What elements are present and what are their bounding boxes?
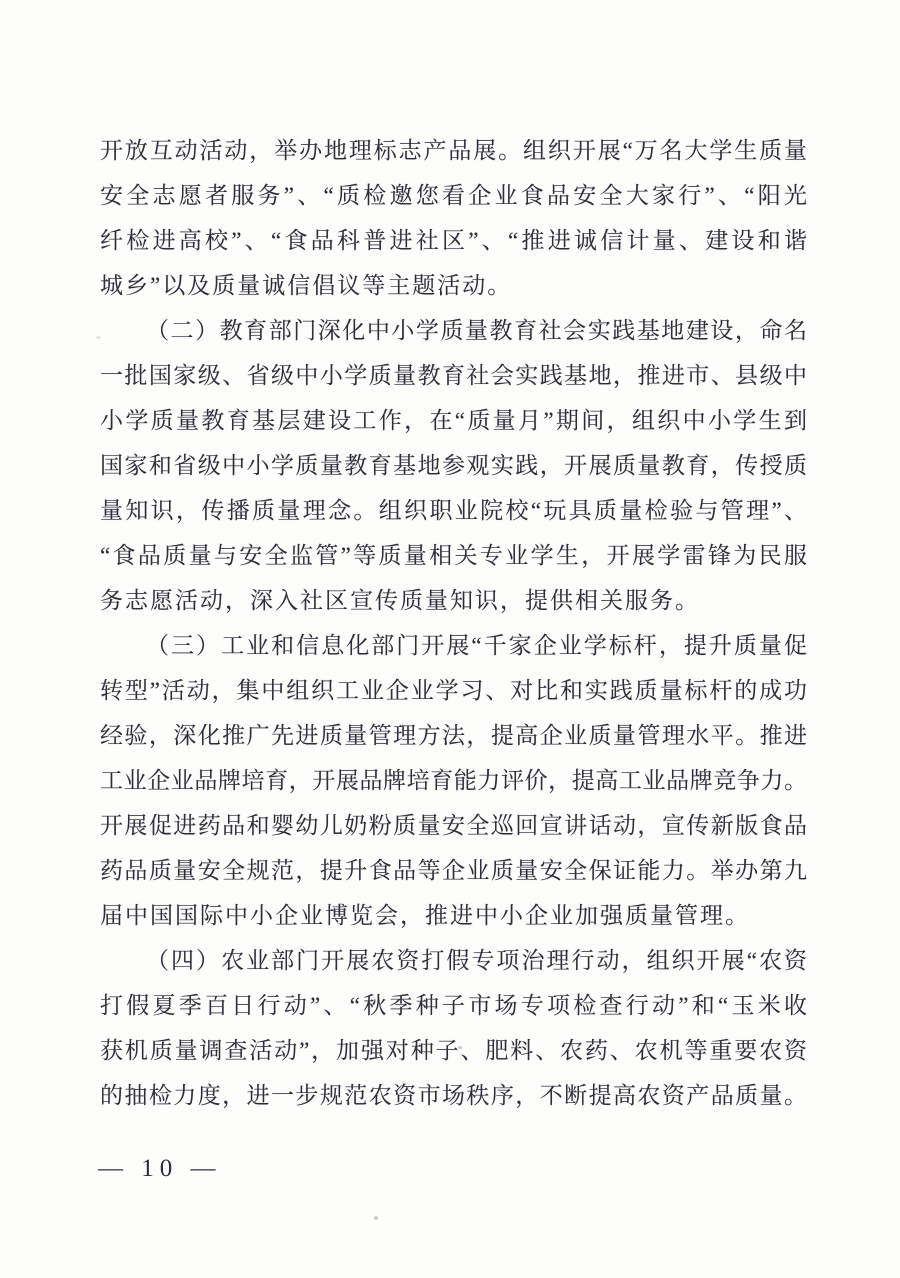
text-line: 国家和省级中小学质量教育基地参观实践，开展质量教育，传授质	[100, 453, 807, 478]
page-number-footer: — 10 —	[98, 1155, 222, 1182]
text-line: “食品质量与安全监管”等质量相关专业学生，开展学雷锋为民服	[100, 543, 807, 568]
text-line: 药品质量安全规范，提升食品等企业质量安全保证能力。举办第九	[100, 858, 807, 883]
text-line: 获机质量调查活动”，加强对种子、肥料、农药、农机等重要农资	[100, 1038, 807, 1063]
text-line: 届中国国际中小企业博览会，推进中小企业加强质量管理。	[100, 903, 750, 928]
text-line: 的抽检力度，进一步规范农资市场秩序，不断提高农资产品质量。	[100, 1083, 807, 1108]
text-line: 经验，深化推广先进质量管理方法，提高企业质量管理水平。推进	[100, 723, 807, 748]
scan-speck	[458, 1046, 462, 1049]
text-line: 城乡”以及质量诚信倡议等主题活动。	[100, 273, 513, 298]
scan-speck	[96, 336, 101, 339]
text-line: 一批国家级、省级中小学质量教育社会实践基地，推进市、县级中	[100, 363, 807, 388]
text-line: 小学质量教育基层建设工作，在“质量月”期间，组织中小学生到	[100, 408, 807, 433]
text-line: 开展促进药品和婴幼儿奶粉质量安全巡回宣讲话动，宣传新版食品	[100, 813, 807, 838]
text-block	[100, 128, 807, 1118]
text-line: 务志愿活动，深入社区宣传质量知识，提供相关服务。	[100, 588, 700, 613]
text-line: 打假夏季百日行动”、“秋季种子市场专项检查行动”和“玉米收	[100, 993, 807, 1018]
text-line: 量知识，传播质量理念。组织职业院校“玩具质量检验与管理”、	[100, 498, 807, 523]
scan-speck	[374, 1216, 378, 1220]
text-line: （三）工业和信息化部门开展“千家企业学标杆，提升质量促	[146, 633, 807, 658]
text-line: 纤检进高校”、“食品科普进社区”、“推进诚信计量、建设和谐	[100, 228, 807, 253]
text-line: （二）教育部门深化中小学质量教育社会实践基地建设，命名	[146, 318, 807, 343]
text-line: 转型”活动，集中组织工业企业学习、对比和实践质量标杆的成功	[100, 678, 807, 703]
text-line: 开放互动活动，举办地理标志产品展。组织开展“万名大学生质量	[100, 138, 807, 163]
text-line: 安全志愿者服务”、“质检邀您看企业食品安全大家行”、“阳光	[100, 183, 807, 208]
text-line: （四）农业部门开展农资打假专项治理行动，组织开展“农资	[146, 948, 807, 973]
text-line: 工业企业品牌培育，开展品牌培育能力评价，提高工业品牌竞争力。	[100, 768, 807, 793]
